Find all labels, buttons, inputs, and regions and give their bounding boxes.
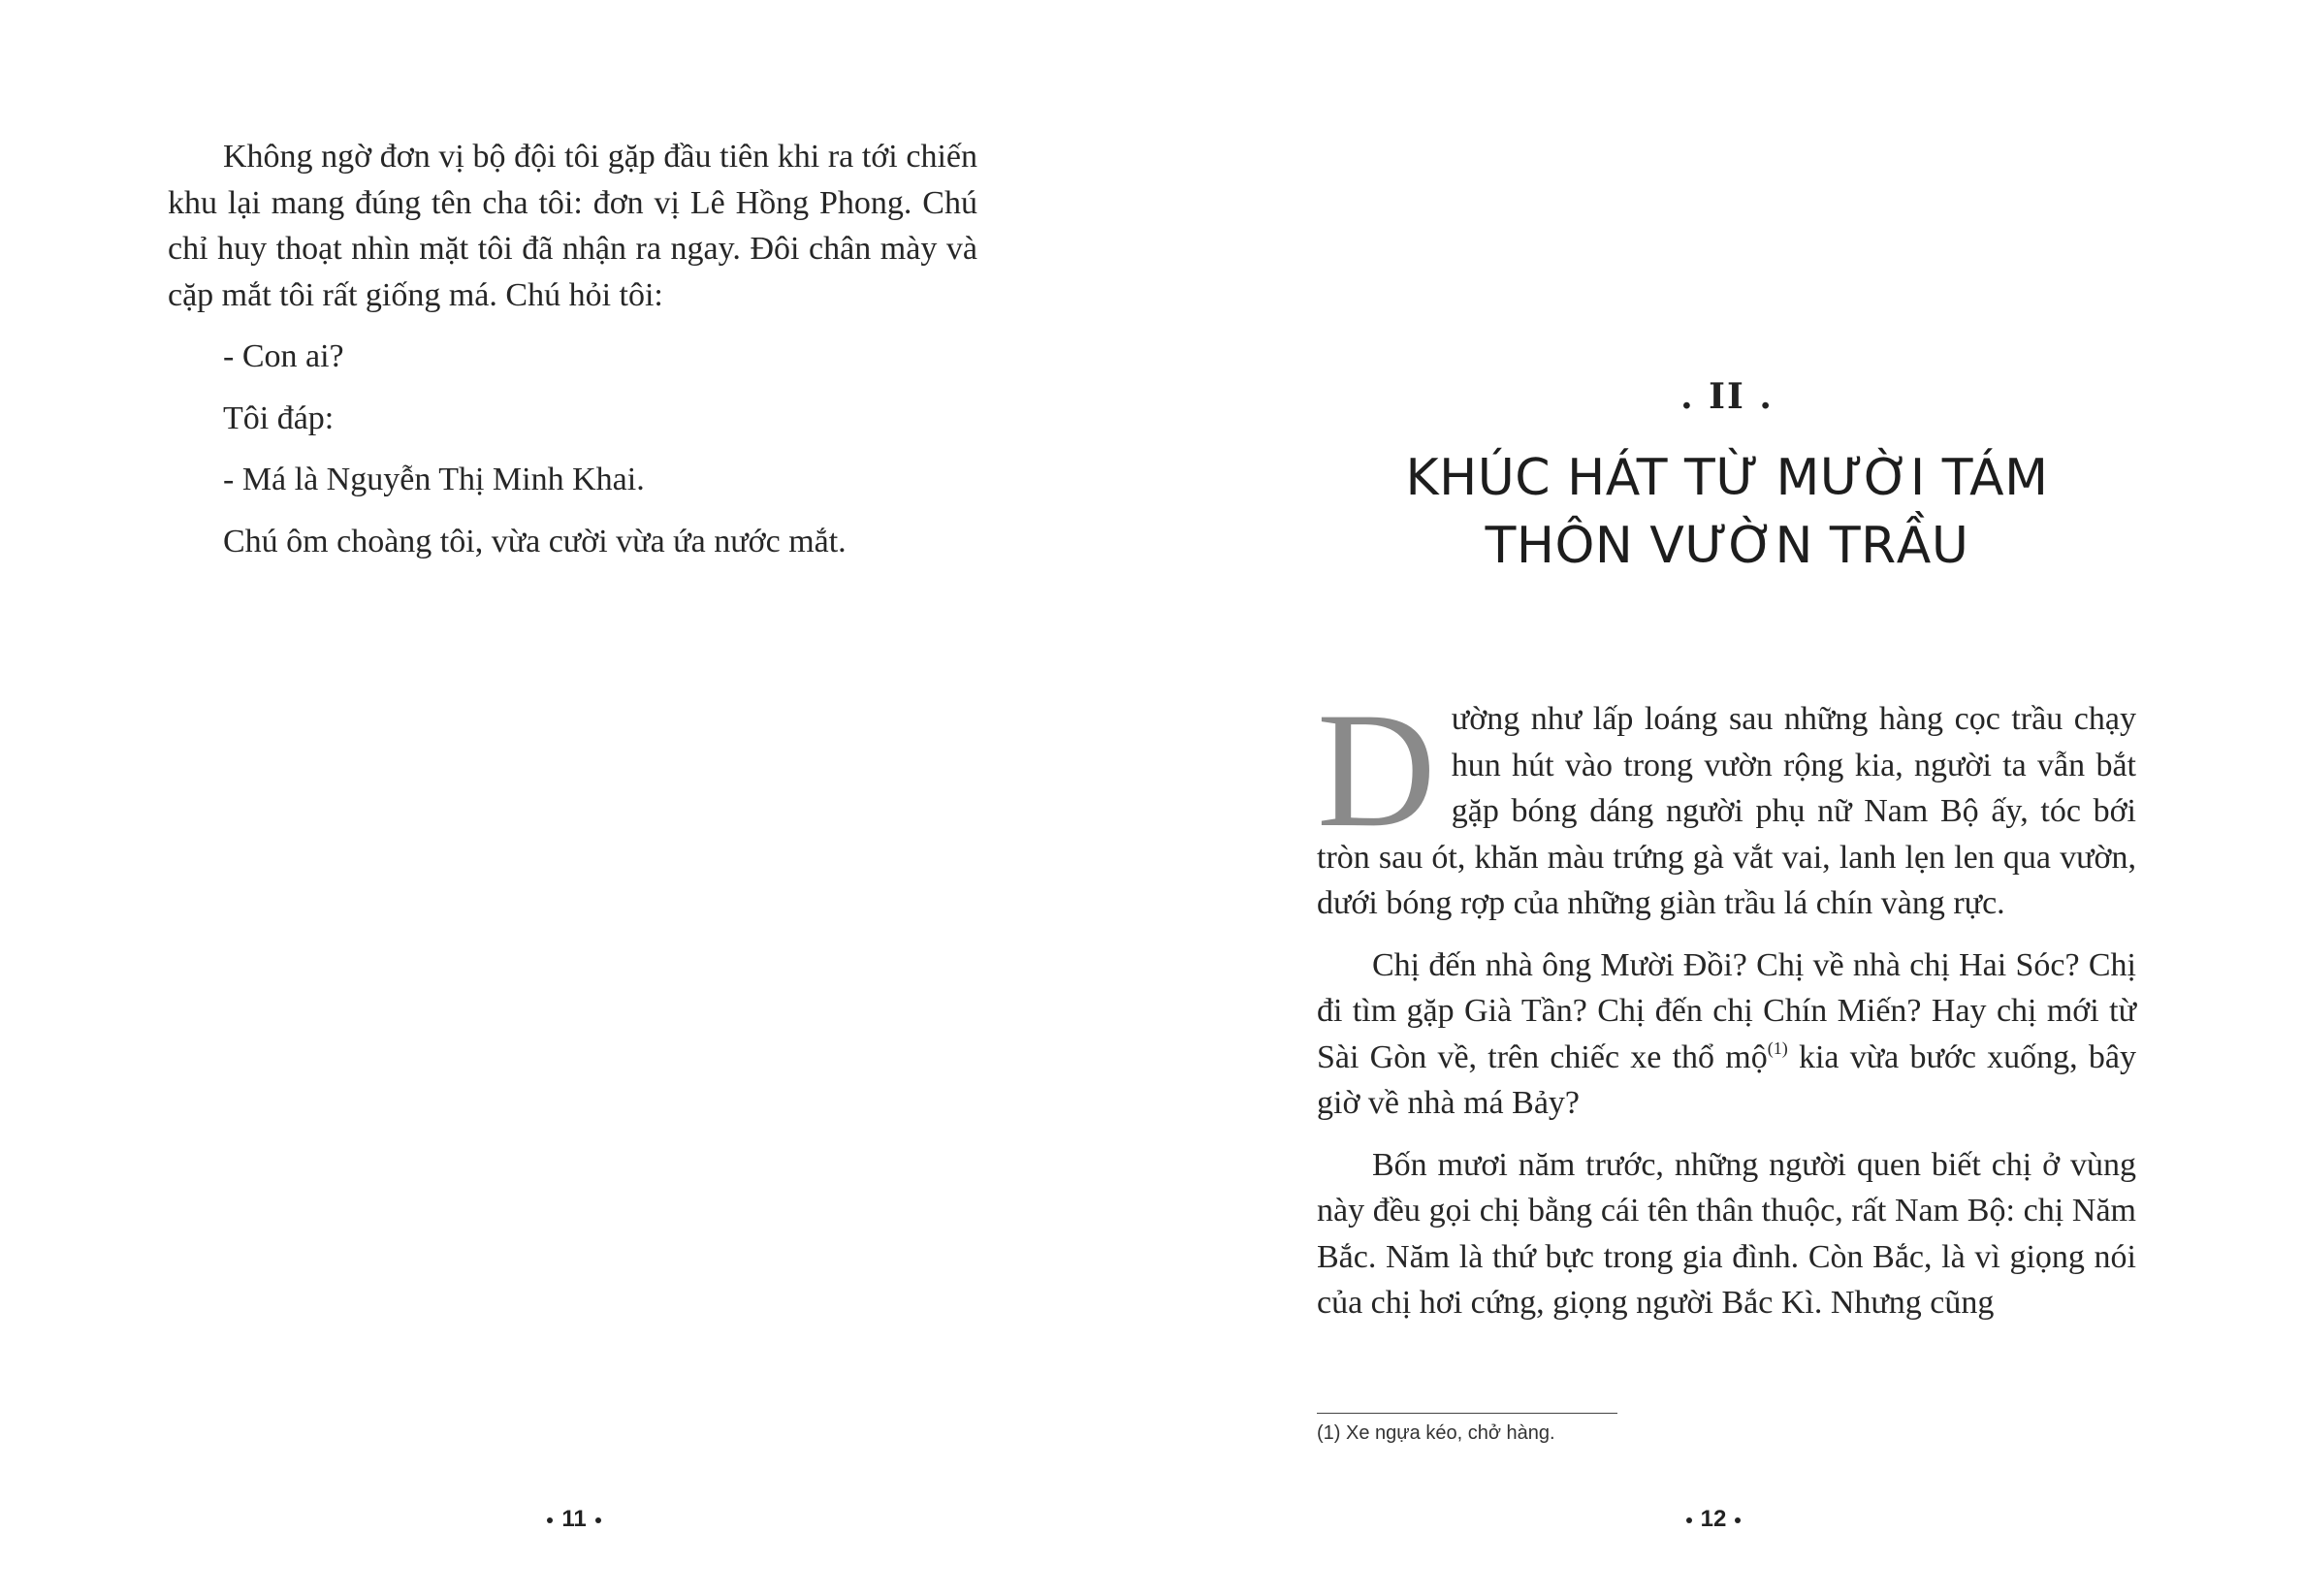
page-number-right <box>1655 1506 1772 1533</box>
left-page-body <box>168 134 977 580</box>
paragraph-text: Chị đến nhà ông Mười Đồi? Chị về nhà chị Hai Sóc? Chị đi tìm gặp Già Tần? Chị đến chị Chín Miến? Hay chị mới từ Sài Gòn về, trên chiếc xe thổ mộ <box>1317 946 2136 1075</box>
chapter-title-line-1: KHÚC HÁT TỪ MƯỜI TÁM <box>1405 449 2049 507</box>
dialog-line: Tôi đáp: <box>223 399 335 436</box>
dialog-line: - Má là Nguyễn Thị Minh Khai. <box>223 462 645 497</box>
right-page <box>1151 0 2303 1596</box>
page-number-left <box>516 1506 632 1533</box>
opening-paragraph <box>1317 679 2136 927</box>
chapter-title-line-2: THÔN VƯỜN TRẦU <box>1485 517 1969 575</box>
left-page <box>0 0 1151 1596</box>
dialog-line: - Con ai? <box>223 338 344 374</box>
paragraph: Không ngờ đơn vị bộ đội tôi gặp đầu tiên khi ra tới chiến khu lại mang đúng tên cha tôi: đơn vị Lê Hồng Phong. Chú chỉ huy thoạt nhìn mặt tôi đã nhận ra ngay. Đôi chân mày và cặp mắt tôi rất giống má. Chú hỏi tôi: <box>168 139 977 313</box>
paragraph: Bốn mươi năm trước, những người quen biết chị ở vùng này đều gọi chị bằng cái tên thân thuộc, rất Nam Bộ: chị Năm Bắc. Năm là thứ bực trong gia đình. Còn Bắc, là vì giọng nói của chị hơi cứng, giọng người Bắc Kì. Nhưng cũng <box>1317 1146 2136 1321</box>
right-page-body <box>1317 679 2136 1342</box>
bullet-icon <box>547 1517 553 1523</box>
bullet-icon <box>595 1517 601 1523</box>
paragraph <box>1317 942 2136 1127</box>
opening-paragraph-text: ường như lấp loáng sau những hàng cọc trầu chạy hun hút vào trong vườn rộng kia, người ta vẫn bắt gặp bóng dáng người phụ nữ Nam Bộ ấy, tóc bới tròn sau ót, khăn màu trứng gà vắt vai, lanh lẹn len qua vườn, dưới bóng rợp của những giàn trầu lá chín vàng rực. <box>1317 701 2136 921</box>
chapter-number: . II . <box>1680 376 1774 417</box>
chapter-title <box>1151 444 2303 580</box>
footnote-marker: (1) <box>1767 1037 1788 1058</box>
bullet-icon <box>1686 1517 1692 1523</box>
drop-cap: D <box>1317 679 1436 861</box>
bullet-icon <box>1735 1517 1741 1523</box>
page-number-text: 11 <box>561 1506 587 1532</box>
dialog-line: Chú ôm choàng tôi, vừa cười vừa ứa nước mắt. <box>223 523 847 559</box>
footnote: (1) Xe ngựa kéo, chở hàng. <box>1317 1422 1555 1444</box>
paragraph-text: kia vừa bước xuống, bây giờ về nhà má Bảy? <box>1317 1038 2136 1121</box>
footnote-divider <box>1317 1413 1617 1414</box>
page-number-text: 12 <box>1700 1506 1727 1532</box>
